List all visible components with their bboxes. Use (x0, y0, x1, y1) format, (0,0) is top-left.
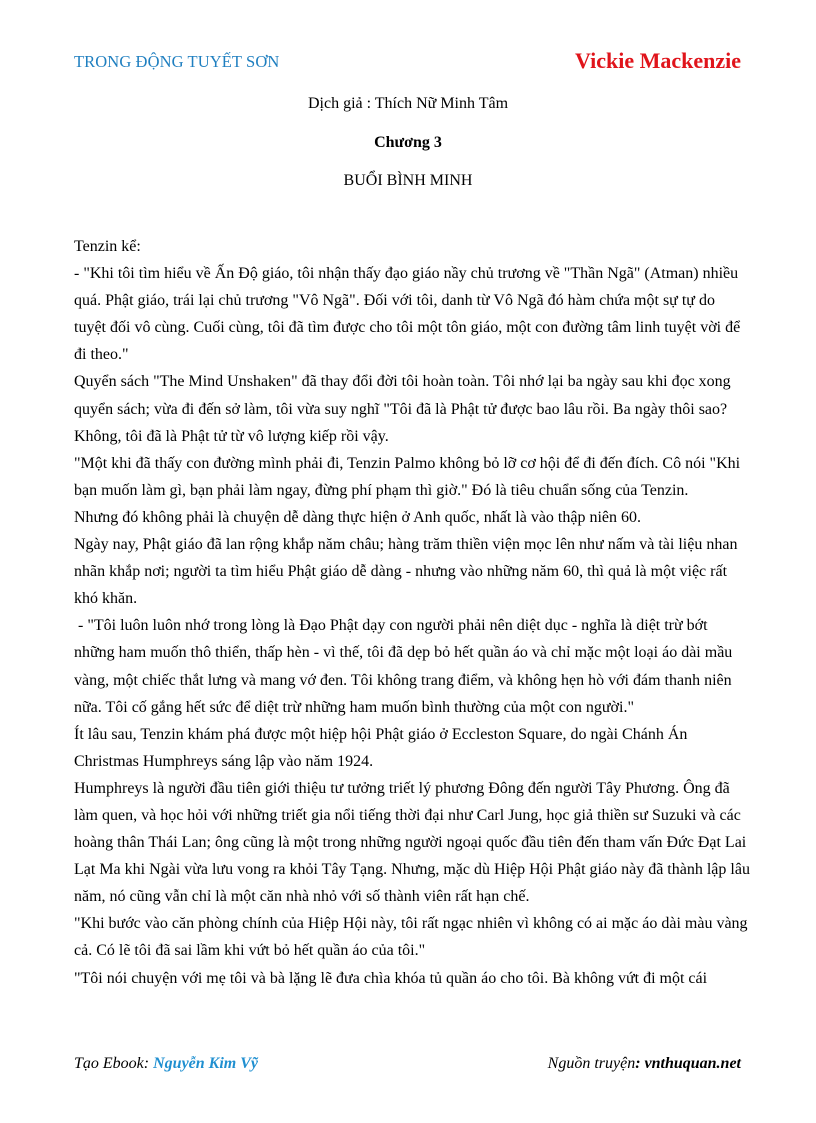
footer-source-site: vnthuquan.net (644, 1055, 741, 1072)
paragraph: - "Tôi luôn luôn nhớ trong lòng là Đạo Phật dạy con người phải nên diệt dục - nghĩa là diệt trừ bớt những ham muốn thô thiển, thấp hèn - vì thế, tôi đã dẹp bỏ hết quần áo và chỉ mặc một loại áo dài mầu vàng, một chiếc thắt lưng và mang vớ đen. Tôi không trang điểm, và không hẹn hò với đám thanh niên nữa. Tôi cố gắng hết sức để diệt trừ những ham muốn bình thường của một con người." (74, 617, 737, 716)
footer-ebook-creator: Nguyễn Kim Vỹ (153, 1055, 258, 1072)
translator-line: Dịch giả : Thích Nữ Minh Tâm (307, 95, 509, 112)
footer-ebook-credit (74, 1055, 258, 1073)
paragraph: Ngày nay, Phật giáo đã lan rộng khắp năm châu; hàng trăm thiền viện mọc lên như nấm và tài liệu nhan nhãn khắp nơi; người ta tìm hiểu Phật giáo dễ dàng - nhưng vào những năm 60, thì quả là một việc rất khó khăn. (74, 536, 742, 608)
paragraph: Tenzin kể: (74, 238, 141, 255)
header-book-title: TRONG ĐỘNG TUYẾT SƠN (74, 52, 280, 71)
header-author: Vickie Mackenzie (575, 48, 741, 73)
body-text (74, 233, 754, 992)
paragraph: "Tôi nói chuyện với mẹ tôi và bà lặng lẽ đưa chìa khóa tủ quần áo cho tôi. Bà không vứt đi một cái (74, 969, 708, 987)
paragraph: - "Khi tôi tìm hiểu về Ấn Độ giáo, tôi nhận thấy đạo giáo nầy chủ trương về "Thần Ngã" (Atman) nhiều quá. Phật giáo, trái lại chủ trương "Vô Ngã". Đối với tôi, danh từ Vô Ngã đó hàm chứa một sự tự do tuyệt đối vô cùng. Cuối cùng, tôi đã tìm được cho tôi một tôn giáo, một con đường tâm linh tuyệt vời để đi theo." (74, 265, 745, 364)
chapter-heading: Chương 3 (374, 134, 442, 151)
footer-ebook-label: Tạo Ebook (74, 1055, 144, 1072)
chapter-subtitle: BUỔI BÌNH MINH (343, 172, 473, 189)
paragraph: Humphreys là người đầu tiên giới thiệu tư tưởng triết lý phương Đông đến người Tây Phương. Ông đã làm quen, và học hỏi với những triết gia nổi tiếng thời đại như Carl Jung, học giả thiền sư Suzuki và các hoàng thân Thái Lan; ông cũng là một trong những người ngoại quốc đầu tiên đến tham vấn Đức Đạt Lai Lạt Ma khi Ngài vừa lưu vong ra khỏi Tây Tạng. Nhưng, mặc dù Hiệp Hội Phật giáo này đã thành lập lâu năm, nó cũng vẫn chỉ là một căn nhà nhỏ với số thành viên rất hạn chế. (74, 779, 754, 906)
paragraph: "Khi bước vào căn phòng chính của Hiệp Hội này, tôi rất ngạc nhiên vì không có ai mặc áo dài màu vàng cả. Có lẽ tôi đã sai lầm khi vứt bỏ hết quần áo của tôi." (74, 915, 752, 960)
paragraph: Ít lâu sau, Tenzin khám phá được một hiệp hội Phật giáo ở Eccleston Square, do ngài Chánh Án Christmas Humphreys sáng lập vào năm 1924. (74, 725, 692, 770)
paragraph: Quyển sách "The Mind Unshaken" đã thay đổi đời tôi hoàn toàn. Tôi nhớ lại ba ngày sau khi đọc xong quyển sách; vừa đi đến sở làm, tôi vừa suy nghĩ "Tôi đã là Phật tử được bao lâu rồi. Ba ngày thôi sao? Không, tôi đã là Phật tử từ vô lượng kiếp rồi vậy. (74, 373, 735, 445)
footer-source-separator: : (635, 1055, 645, 1072)
footer-source-label: Nguồn truyện (547, 1055, 636, 1072)
footer-separator: : (143, 1055, 154, 1072)
paragraph: "Một khi đã thấy con đường mình phải đi, Tenzin Palmo không bỏ lỡ cơ hội để đi đến đích. Cô nói "Khi bạn muốn làm gì, bạn phải làm ngay, đừng phí phạm thì giờ." Đó là tiêu chuẩn sống của Tenzin. (74, 454, 745, 499)
footer-source-credit (548, 1055, 741, 1073)
paragraph: Nhưng đó không phải là chuyện dễ dàng thực hiện ở Anh quốc, nhất là vào thập niên 60. (74, 508, 642, 526)
